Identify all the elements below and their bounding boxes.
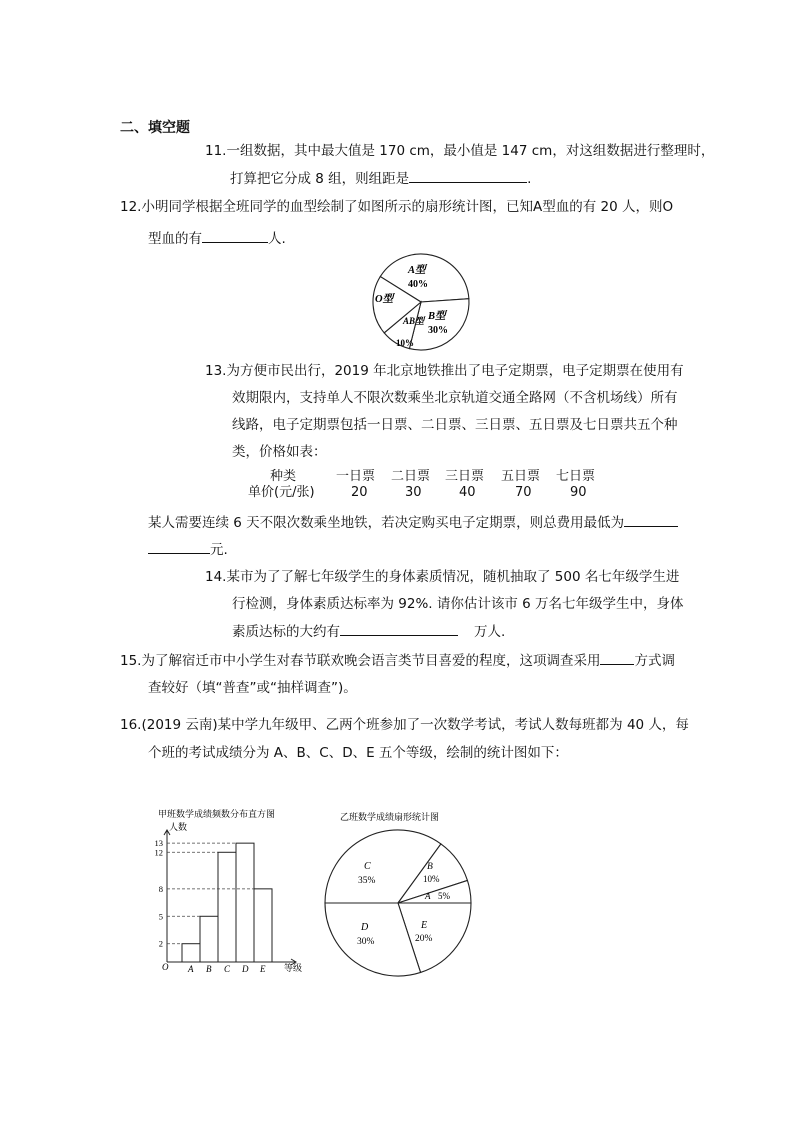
q13-line4: 类，价格如表： [232, 444, 327, 460]
histogram-x-tick-b: B [206, 964, 212, 974]
q15-text: 15.为了解宿迁市中小学生对春节联欢晚会语言类节目喜爱的程度，这项调查采用 [120, 653, 601, 669]
q13-end: 元. [210, 542, 228, 558]
q13-line2: 效期限内，支持单人不限次数乘坐北京轨道交通全路网（不含机场线）所有 [232, 390, 678, 406]
ticket-name-2: 二日票 [391, 469, 431, 484]
q12-line2 [148, 228, 286, 249]
histogram-bars [182, 843, 272, 962]
yi-label-d: D [361, 922, 369, 933]
q14-end: 万人. [474, 624, 506, 640]
ticket-name-3: 三日票 [445, 469, 485, 484]
blood-label-a: A型 [408, 265, 426, 276]
yi-label-e: E [421, 920, 428, 931]
q14-text: 素质达标的大约有 [232, 624, 340, 640]
q13-answer-blank-part2[interactable] [148, 539, 210, 554]
q11-answer-blank[interactable] [409, 168, 527, 183]
yi-pie-title: 乙班数学成绩扇形统计图 [340, 813, 440, 823]
q11-text: 打算把它分成 8 组，则组距是 [230, 171, 410, 187]
yi-label-b: B [427, 862, 433, 872]
histogram-xlabel: 等级 [284, 964, 303, 974]
q14-line1: 14.某市为了了解七年级学生的身体素质情况，随机抽取了 500 名七年级学生进 [205, 569, 680, 585]
histogram-y-tick-8: 8 [158, 883, 163, 894]
blood-percent-ab: 10% [396, 338, 414, 348]
blood-type-pie-chart [368, 252, 478, 356]
q16-line1: 16.(2019 云南)某中学九年级甲、乙两个班参加了一次数学考试，考试人数每班都为 40 人，每 [120, 717, 689, 733]
histogram-x-ticks [187, 964, 266, 974]
q15-line1 [120, 650, 675, 671]
yi-label-c: C [364, 861, 371, 872]
ticket-price-1: 20 [351, 485, 368, 500]
histogram-bar-c [218, 852, 236, 962]
ticket-price-table [0, 469, 794, 503]
q13-line1: 13.为方便市民出行，2019 年北京地铁推出了电子定期票，电子定期票在使用有 [205, 363, 684, 379]
q15-line2: 查较好（填“普查”或“抽样调查”)。 [148, 680, 357, 696]
class-yi-pie-chart [318, 808, 478, 990]
ticket-name-1: 一日票 [336, 469, 376, 484]
q14-line3 [232, 621, 505, 642]
ticket-price-3: 40 [459, 485, 476, 500]
histogram-bar-b [200, 916, 218, 962]
ticket-price-2: 30 [405, 485, 422, 500]
yi-percent-a: 5% [438, 891, 450, 901]
q13-answer-blank-part1[interactable] [624, 512, 678, 527]
histogram-bar-d [236, 843, 254, 962]
section-title: 二、填空题 [120, 120, 190, 136]
q14-line2: 行检测，身体素质达标率为 92%. 请你估计该市 6 万名七年级学生中，身体 [232, 596, 684, 612]
histogram-origin: O [162, 962, 169, 972]
q12-line1: 12.小明同学根据全班同学的血型绘制了如图所示的扇形统计图，已知A型血的有 20 人，则O [120, 199, 674, 215]
q13-line3: 线路，电子定期票包括一日票、二日票、三日票、五日票及七日票共五个种 [232, 417, 678, 433]
q11-line1: 11.一组数据，其中最大值是 170 cm，最小值是 147 cm，对这组数据进行整理时， [205, 143, 715, 159]
q16-line2: 个班的考试成绩分为 A、B、C、D、E 五个等级，绘制的统计图如下： [148, 745, 568, 761]
yi-percent-d: 30% [357, 937, 375, 947]
histogram-y-tick-12: 12 [154, 847, 163, 858]
blood-label-o: O型 [375, 294, 394, 305]
class-jia-histogram [148, 800, 318, 980]
histogram-x-tick-c: C [224, 964, 231, 974]
q15-end: 方式调 [634, 653, 675, 669]
histogram-bar-e [254, 889, 272, 962]
q12-text: 型血的有 [148, 231, 202, 247]
blood-label-b: B型 [428, 311, 446, 322]
q13-line6 [148, 539, 228, 560]
yi-percent-e: 20% [415, 934, 433, 944]
blood-percent-a: 40% [408, 279, 428, 290]
histogram-x-tick-e: E [260, 964, 266, 974]
ticket-price-5: 70 [515, 485, 532, 500]
histogram-ylabel: 人数 [169, 823, 188, 833]
q13-text: 某人需要连续 6 天不限次数乘坐地铁，若决定购买电子定期票，则总费用最低为 [148, 515, 625, 531]
q11-end: . [527, 171, 532, 187]
histogram-x-tick-a: A [188, 964, 194, 974]
q12-answer-blank[interactable] [202, 228, 268, 243]
ticket-price-7: 90 [570, 485, 587, 500]
histogram-y-tick-13: 13 [154, 838, 163, 849]
ticket-name-7: 七日票 [556, 469, 596, 484]
histogram-y-tick-5: 5 [158, 911, 163, 922]
q12-end: 人. [268, 231, 286, 247]
q11-line2 [230, 168, 531, 189]
table-header-price: 单价(元/张) [248, 485, 315, 500]
q14-answer-blank[interactable] [340, 621, 458, 636]
yi-label-a: A [425, 891, 431, 901]
histogram-title: 甲班数学成绩频数分布直方图 [158, 810, 276, 820]
blood-label-ab: AB型 [403, 316, 425, 326]
yi-percent-b: 10% [423, 874, 440, 884]
q15-answer-blank[interactable] [600, 650, 634, 665]
histogram-y-tick-2: 2 [158, 938, 163, 949]
ticket-name-5: 五日票 [501, 469, 541, 484]
blood-percent-b: 30% [428, 325, 448, 336]
histogram-x-tick-d: D [242, 964, 249, 974]
yi-pie-slices [325, 830, 471, 976]
histogram-y-ticks [155, 838, 164, 949]
table-header-kind: 种类 [270, 469, 297, 484]
histogram-bar-a [182, 944, 200, 962]
yi-percent-c: 35% [358, 876, 376, 886]
q13-line5 [148, 512, 678, 533]
